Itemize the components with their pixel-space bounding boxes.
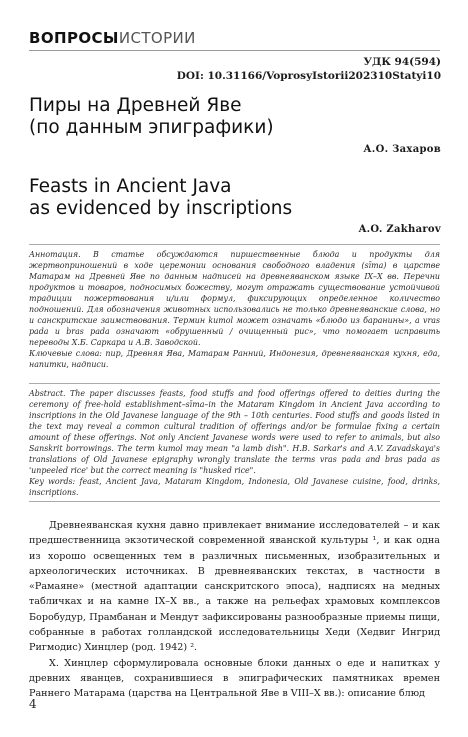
abstract-ru-block <box>29 250 440 370</box>
journal-name-bold: ВОПРОСЫ <box>29 29 119 47</box>
article-body <box>29 518 440 702</box>
title-ru-line1: Пиры на Древней Яве <box>29 95 242 116</box>
abstract-en: Abstract. The paper discusses feasts, food stuffs and food offerings offered to deities during the ceremony of free-hold establishment–sīma–in the Mataram Kingdom in Ancient Java according to inscriptions in the Old Javanese language of the 9th – 10th centuries. Food stuffs and goods listed in the text may reveal a common cultural tradition of offerings and/or be formulae fixing a certain amount of these offerings. Not only Ancient Javanese words were used to refer to animals, but also Sanskrit borrowings. The term kumol may mean "a lamb dish". H.B. Sarkar's and A.V. Zavadskaya's translations of Old Javanese epigraphy wrongly translate the terms vras pada and bras pada as 'unpeeled rice' but the correct meaning is "husked rice". <box>29 389 440 475</box>
title-en-line1: Feasts in Ancient Java <box>29 176 232 197</box>
title-en-line2: as evidenced by inscriptions <box>29 198 293 219</box>
author-en: A.O. Zakharov <box>358 224 441 235</box>
abstract-en-block <box>29 389 440 499</box>
body-paragraph-1: Древнеяванская кухня давно привлекает внимание исследователей – и как предшественница экзотической современной яванской культуры ¹, и как одна из хорошо освещенных тем в различных письменных, изобразительных и археологических источниках. В древнеяванских текстах, в частности в «Рамаяне» (местной адаптации санскритского эпоса), надписях на медных табличках и на камне IX–X вв., а также на рельефах храмовых комплексов Боробудур, Прамбанан и Мендут зафиксированы разнообразные приемы пищи, собранные в работах голландской исследовательницы Хеди (Хедвиг Ингрид Ригмодис) Хинцлер (род. 1942) ². <box>29 520 440 654</box>
abstract-en-top-rule <box>29 383 440 384</box>
abstract-ru: Аннотация. В статье обсуждаются пиршественные блюда и продукты для жертвоприношений в ходе церемонии основания свободного владения (sīma) в царстве Матарам на Древней Яве по данным надписей на древнеяванском языке IX–X вв. Перечни продуктов и товаров, подносимых божеству, могут отражать существование устойчивой традиции пожертвования и/или формул, фиксирующих определенное количество подношений. Для обозначения животных использовались не только древнеяванские слова, но и санскритские заимствования. Термин kumol может означать «блюдо из баранины», а vras pada и bras pada означают «обрушенный / очищенный рис», что помогает исправить переводы Х.Б. Саркара и А.В. Заводской. <box>29 250 440 347</box>
journal-name-light: ИСТОРИИ <box>118 29 196 47</box>
abstract-en-bottom-rule <box>29 501 440 502</box>
keywords-ru: Ключевые слова: пир, Древняя Ява, Матарам Ранний, Индонезия, древнеяванская кухня, еда, напитки, надписи. <box>29 348 440 369</box>
page-number: 4 <box>29 697 37 711</box>
abstract-ru-top-rule <box>29 244 440 245</box>
udc-code: УДК 94(594) <box>363 56 441 68</box>
title-en <box>29 176 292 220</box>
author-ru: А.О. Захаров <box>363 144 441 155</box>
keywords-en: Key words: feast, Ancient Java, Mataram Kingdom, Indonesia, Old Javanese cuisine, food, drinks, inscriptions. <box>29 476 440 497</box>
header-rule <box>29 50 440 51</box>
title-ru <box>29 95 274 139</box>
journal-name <box>29 29 196 47</box>
doi[interactable]: DOI: 10.31166/VoprosyIstorii202310Statyi10 <box>176 70 441 82</box>
title-ru-line2: (по данным эпиграфики) <box>29 117 274 138</box>
body-paragraph-2: Х. Хинцлер сформулировала основные блоки данных о еде и напитках у древних яванцев, сохранившиеся в эпиграфических памятниках времен Раннего Матарама (царства на Центральной Яве в VIII–X вв.): описание блюд <box>29 657 440 700</box>
